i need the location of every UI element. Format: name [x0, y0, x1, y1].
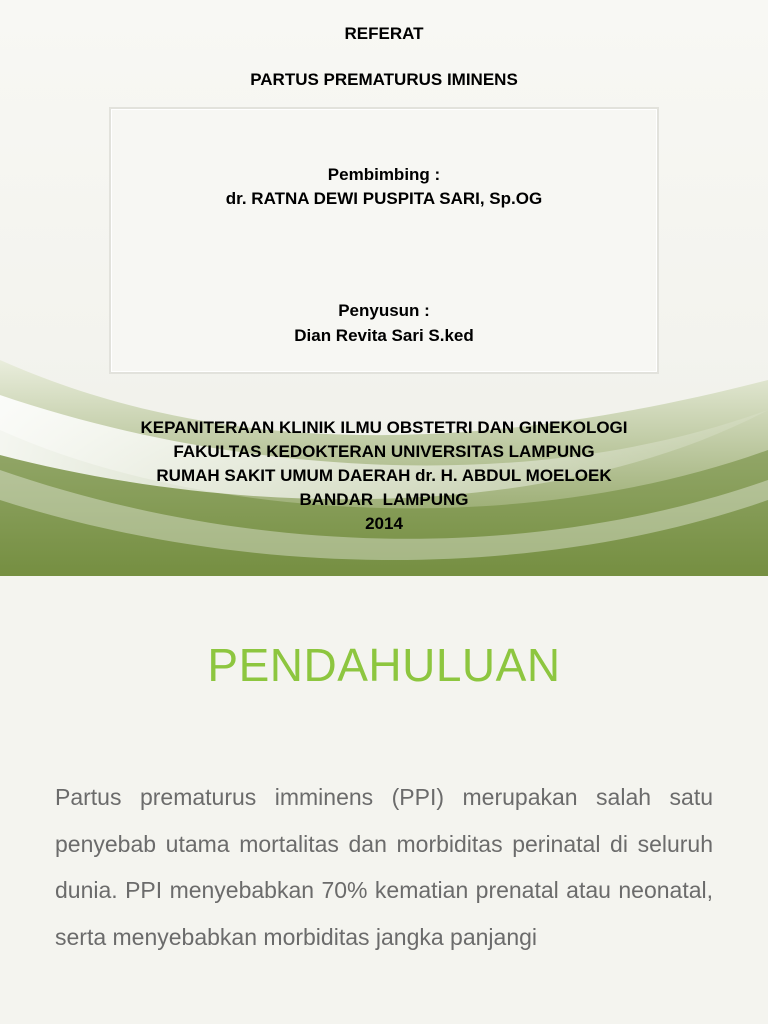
institution-line: KEPANITERAAN KLINIK ILMU OBSTETRI DAN GINEKOLOGI [140, 418, 628, 437]
institution-block [0, 416, 768, 536]
institution-line: FAKULTAS KEDOKTERAN UNIVERSITAS LAMPUNG [173, 442, 595, 461]
document-title: PARTUS PREMATURUS IMINENS [250, 70, 518, 89]
author-label: Penyusun : [338, 301, 430, 320]
credits-box [109, 107, 659, 374]
intro-paragraph: Partus prematurus imminens (PPI) merupakan salah satu penyebab utama mortalitas dan morbiditas perinatal di seluruh dunia. PPI menyebabkan 70% kematian prenatal atau neonatal, serta menyebabkan morbiditas jangka panjangi [55, 784, 713, 950]
institution-line: BANDAR LAMPUNG [299, 490, 469, 509]
section-heading: PENDAHULUAN [207, 639, 561, 691]
advisor-label: Pembimbing : [327, 165, 441, 184]
intro-slide [0, 576, 768, 1024]
author-name: Dian Revita Sari S.ked [294, 326, 474, 345]
document-type: REFERAT [344, 24, 424, 43]
institution-year: 2014 [365, 514, 403, 533]
institution-line: RUMAH SAKIT UMUM DAERAH dr. H. ABDUL MOELOEK [156, 466, 612, 485]
advisor-name: dr. RATNA DEWI PUSPITA SARI, Sp.OG [225, 189, 543, 208]
